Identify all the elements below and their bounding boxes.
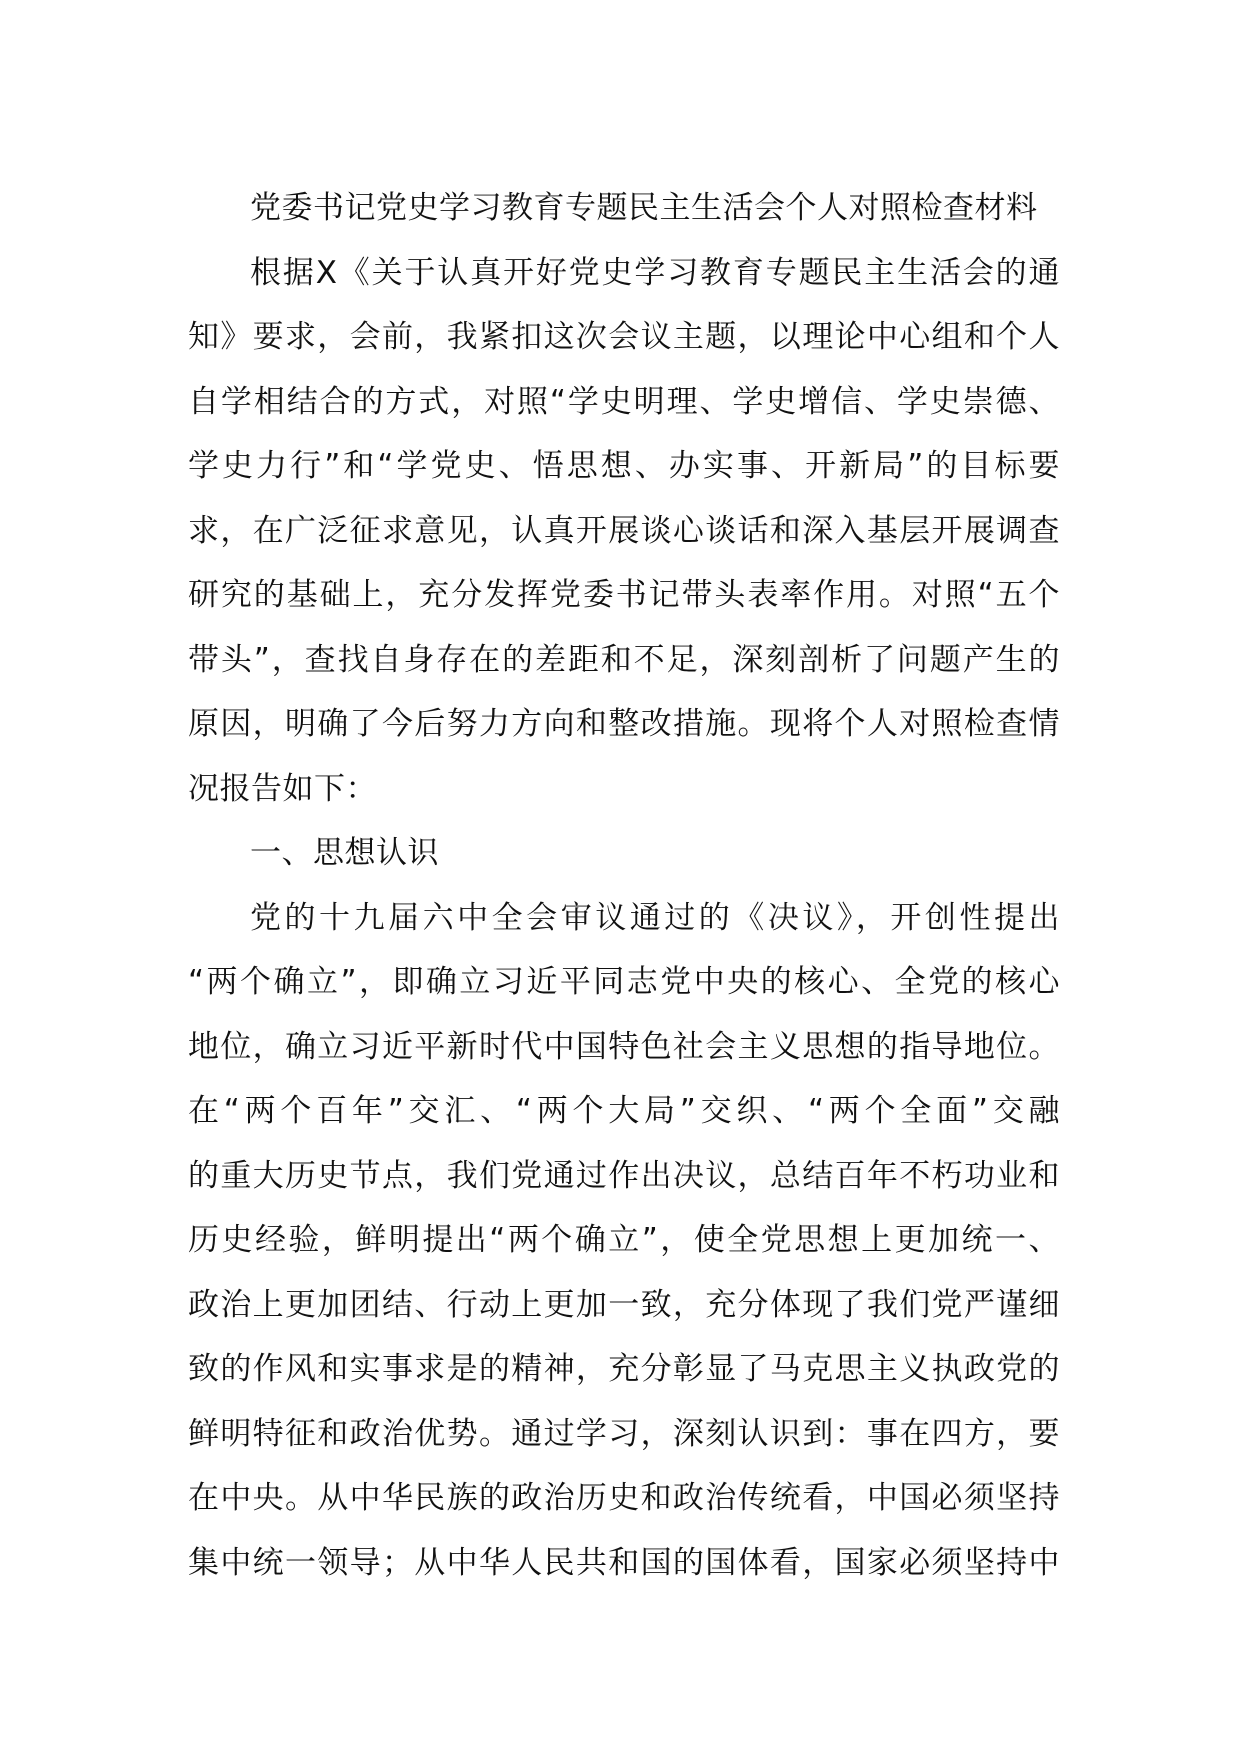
paragraph-line: 地位，确立习近平新时代中国特色社会主义思想的指导地位。 [188, 1028, 1060, 1065]
paragraph-line: 带头”，查找自身存在的差距和不足，深刻剖析了问题产生的 [188, 641, 1060, 678]
paragraph-line: 自学相结合的方式，对照“学史明理、学史增信、学史崇德、 [188, 383, 1060, 420]
paragraph-line: 的重大历史节点，我们党通过作出决议，总结百年不朽功业和 [188, 1157, 1060, 1194]
paragraph-line: 学史力行”和“学党史、悟思想、办实事、开新局”的目标要 [188, 448, 1060, 484]
section-heading: 一、思想认识 [250, 835, 439, 871]
paragraph-line: 政治上更加团结、行动上更加一致，充分体现了我们党严谨细 [188, 1286, 1060, 1323]
paragraph-line: 党的十九届六中全会审议通过的《决议》，开创性提出 [250, 899, 1060, 936]
paragraph-line: 况报告如下： [188, 770, 377, 807]
paragraph-line: 研究的基础上，充分发挥党委书记带头表率作用。对照“五个 [188, 577, 1060, 613]
paragraph-line: “两个确立”，即确立习近平同志党中央的核心、全党的核心 [188, 964, 1060, 1000]
document-body [188, 176, 1060, 1595]
paragraph-line: 鲜明特征和政治优势。通过学习，深刻认识到：事在四方，要 [188, 1415, 1060, 1452]
paragraph-line: 历史经验，鲜明提出“两个确立”，使全党思想上更加统一、 [188, 1222, 1060, 1258]
document-title: 党委书记党史学习教育专题民主生活会个人对照检查材料 [250, 190, 1038, 226]
paragraph-line: 知》要求，会前，我紧扣这次会议主题，以理论中心组和个人 [188, 319, 1060, 355]
paragraph-line: 根据X《关于认真开好党史学习教育专题民主生活会的通 [250, 254, 1060, 291]
paragraph-line: 求，在广泛征求意见，认真开展谈心谈话和深入基层开展调查 [188, 512, 1060, 549]
paragraph-line: 在“两个百年”交汇、“两个大局”交织、“两个全面”交融 [188, 1093, 1060, 1129]
paragraph-line: 原因，明确了今后努力方向和整改措施。现将个人对照检查情 [188, 706, 1060, 742]
paragraph-line: 在中央。从中华民族的政治历史和政治传统看，中国必须坚持 [188, 1480, 1060, 1516]
paragraph-line: 致的作风和实事求是的精神，充分彰显了马克思主义执政党的 [188, 1351, 1060, 1387]
paragraph-line: 集中统一领导；从中华人民共和国的国体看，国家必须坚持中 [188, 1544, 1060, 1581]
